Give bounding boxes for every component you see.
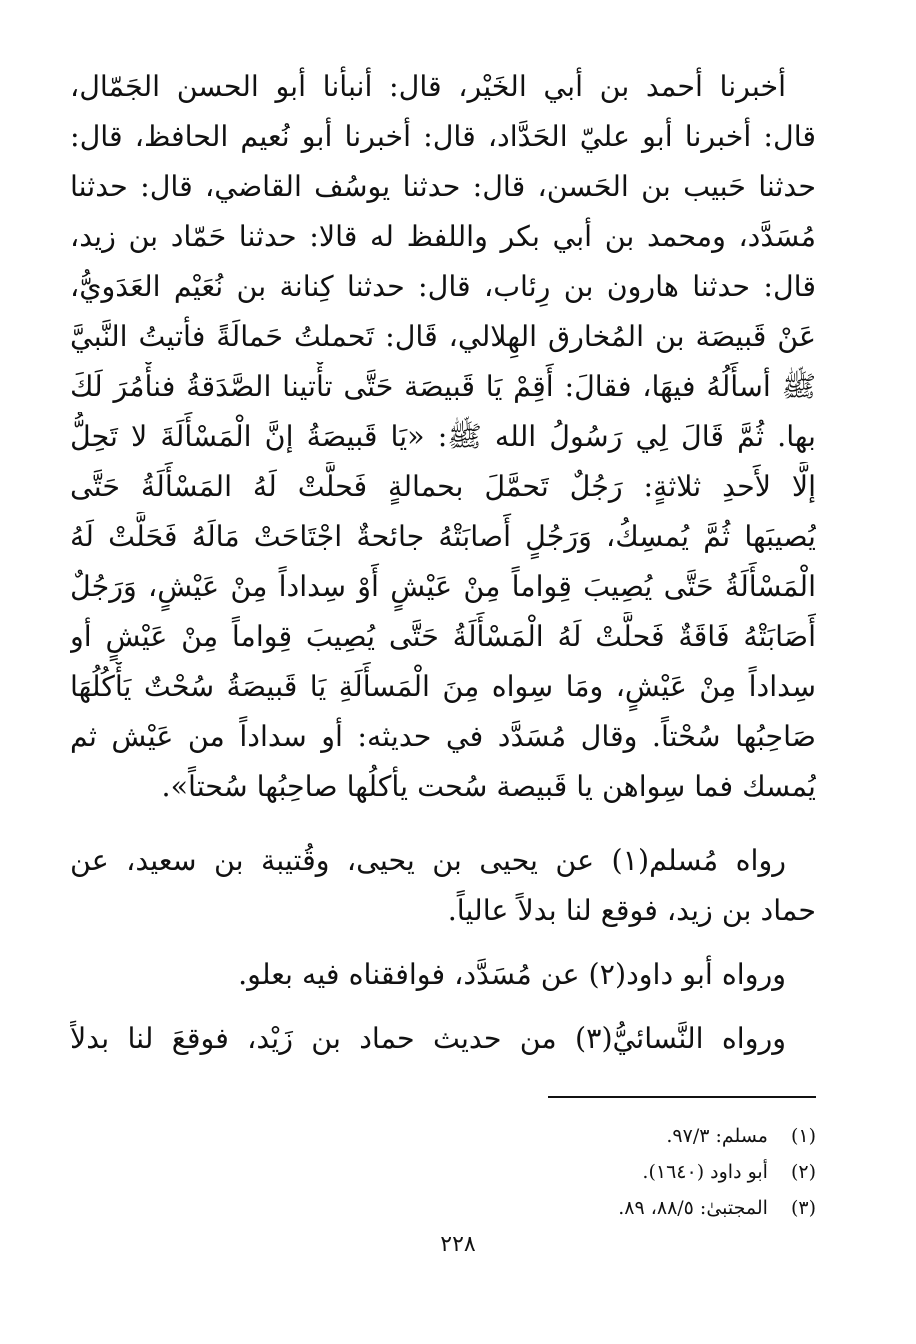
footnote-item bbox=[416, 1118, 816, 1154]
text-line: يُمسك فما سِواهن يا قَبيصة سُحت يأكلُها صاحِبُها سُحتاً». bbox=[161, 770, 816, 803]
text-line: أَصَابَتْهُ فَاقَةٌ فَحلَّتْ لَهُ الْمَسْأَلَةُ حَتَّى يُصِيبَ قِواماً مِنْ عَيْشٍ أو bbox=[70, 620, 816, 653]
footnote-text: مسلم: ٩٧/٣. bbox=[666, 1125, 768, 1147]
narration-note-nasai bbox=[70, 1014, 816, 1064]
page-body bbox=[70, 62, 816, 1078]
narration-note-muslim bbox=[70, 836, 816, 936]
footnotes bbox=[416, 1118, 816, 1226]
footnote-item bbox=[416, 1190, 816, 1226]
footnote-number: (٣) bbox=[790, 1197, 816, 1219]
text-line: صَاحِبُها سُحْتاً. وقال مُسَدَّد في حديثه: أو سداداً من عَيْش ثم bbox=[70, 720, 816, 753]
footnote-text: أبو داود (١٦٤٠). bbox=[642, 1161, 768, 1183]
text-line: رواه مُسلم(١) عن يحيى بن يحيى، وقُتيبة بن سعيد، عن bbox=[70, 844, 786, 877]
text-line: ورواه النَّسائيُّ(٣) من حديث حماد بن زَيْد، فوقعَ لنا بدلاً bbox=[70, 1022, 786, 1055]
page-number: ٢٢٨ bbox=[440, 1232, 476, 1257]
text-line: ﷺ أسأَلُهُ فيهَا، فقالَ: أَقِمْ يَا قَبيصَة حَتَّى تأْتينا الصَّدَقةُ فنأْمُرَ لَكَ bbox=[70, 370, 816, 403]
narration-note-abu-dawud bbox=[70, 950, 816, 1000]
text-line: إلَّا لأَحدِ ثلاثةٍ: رَجُلٌ تَحمَّلَ بحمالةٍ فَحلَّتْ لَهُ المَسْأَلَةُ حَتَّى bbox=[70, 470, 816, 503]
text-line: بها. ثُمَّ قَالَ لِي رَسُولُ الله ﷺ: «يَا قَبيصَةُ إنَّ الْمَسْأَلَةَ لا تَحِلُّ bbox=[70, 420, 816, 453]
text-line: ورواه أبو داود(٢) عن مُسَدَّد، فوافقناه فيه بعلو. bbox=[238, 958, 786, 991]
footnote-text: المجتبىٰ: ٨٨/٥، ٨٩. bbox=[618, 1197, 768, 1219]
text-line: حماد بن زيد، فوقع لنا بدلاً عالياً. bbox=[447, 894, 816, 927]
footnote-item bbox=[416, 1154, 816, 1190]
text-line: الْمَسْأَلَةُ حَتَّى يُصِيبَ قِواماً مِنْ عَيْشٍ أَوْ سِداداً مِنْ عَيْشٍ، وَرَجُلٌ bbox=[70, 570, 816, 603]
text-line: سِداداً مِنْ عَيْشٍ، ومَا سِواه مِنَ الْمَسأَلَةِ يَا قَبيصَةُ سُحْتٌ يَأْكُلُهَا bbox=[70, 670, 816, 703]
text-line: عَنْ قَبيصَة بن المُخارق الهِلالي، قَال: تَحملتُ حَمالَةً فأتيتُ النَّبيَّ bbox=[70, 320, 816, 353]
text-line: مُسَدَّد، ومحمد بن أبي بكر واللفظ له قالا: حدثنا حَمّاد بن زيد، bbox=[70, 220, 816, 253]
footnote-divider bbox=[548, 1096, 816, 1098]
hadith-paragraph bbox=[70, 62, 816, 812]
text-line: حدثنا حَبيب بن الحَسن، قال: حدثنا يوسُف القاضي، قال: حدثنا bbox=[70, 170, 816, 203]
text-line: قال: حدثنا هارون بن رِئاب، قال: حدثنا كِنانة بن نُعَيْم العَدَويُّ، bbox=[70, 270, 816, 303]
text-line: أخبرنا أحمد بن أبي الخَيْر، قال: أنبأنا أبو الحسن الجَمّال، bbox=[70, 70, 786, 103]
text-line: قال: أخبرنا أبو عليّ الحَدَّاد، قال: أخبرنا أبو نُعيم الحافظ، قال: bbox=[70, 120, 816, 153]
footnote-number: (١) bbox=[790, 1125, 816, 1147]
text-line: يُصيبَها ثُمَّ يُمسِكُ، وَرَجُلٍ أَصابَتْهُ جائحةٌ اجْتَاحَتْ مَالَهُ فَحَلَّتْ لَهُ bbox=[70, 520, 816, 553]
footnote-number: (٢) bbox=[790, 1161, 816, 1183]
